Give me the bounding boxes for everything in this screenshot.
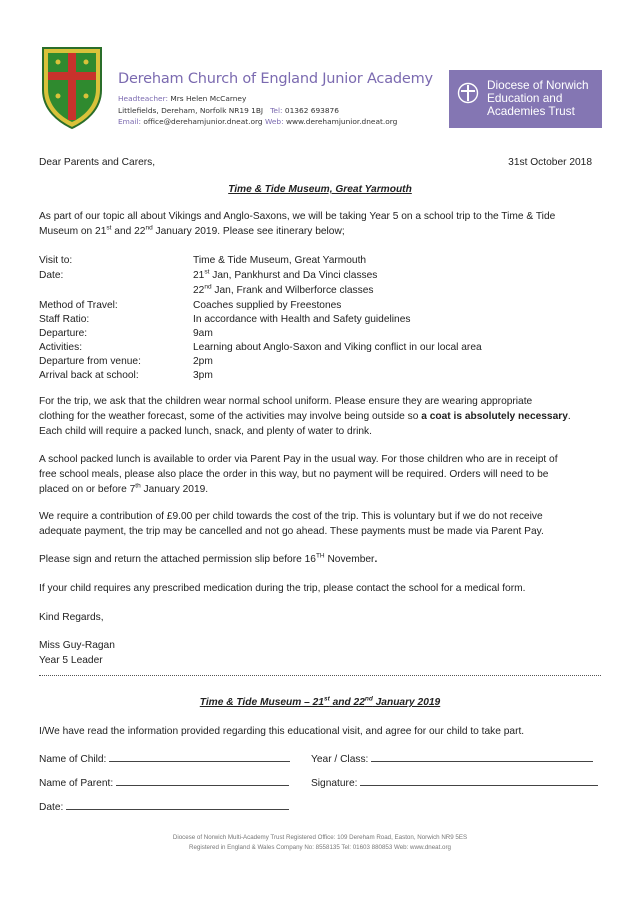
date-row	[39, 800, 289, 813]
footer-line-1: Diocese of Norwich Multi-Academy Trust Registered Office: 109 Dereham Road, Easton, Norwich NR9 5ES	[172, 834, 468, 841]
ordinal-suffix: TH	[315, 552, 325, 560]
intro-text: January 2019. Please see itinerary below;	[152, 226, 345, 237]
itinerary-value	[193, 270, 377, 281]
year-class-field[interactable]	[371, 752, 593, 762]
address-line	[118, 106, 339, 115]
slip-title-text: and 22	[329, 697, 365, 708]
paragraph-text: placed on or before 7	[39, 484, 136, 495]
payment-paragraph-line: adequate payment, the trip may be cancelled and not go ahead. These payments must be made via Parent Pay.	[39, 526, 544, 537]
intro-line-2	[39, 226, 345, 237]
school-address: Littlefields, Dereham, Norfolk NR19 1BJ	[118, 106, 264, 115]
ordinal-suffix: st	[204, 268, 210, 276]
school-tel: 01362 693876	[284, 106, 339, 115]
itinerary-label: Arrival back at school:	[39, 370, 139, 381]
diocese-line-2: Education and	[487, 91, 563, 106]
itinerary-value: 2pm	[193, 356, 213, 367]
itinerary-classes: Jan, Pankhurst and Da Vinci classes	[209, 270, 378, 281]
letter-date: 31st October 2018	[508, 157, 592, 168]
uniform-paragraph-line: Each child will require a packed lunch, snack, and plenty of water to drink.	[39, 426, 372, 437]
web-label: Web:	[265, 117, 284, 126]
letter-title: Time & Tide Museum, Great Yarmouth	[228, 184, 412, 195]
diocese-logo	[449, 70, 602, 128]
signature-label: Signature:	[311, 778, 358, 789]
paragraph-text: .	[567, 411, 571, 422]
ordinal-suffix: st	[106, 224, 112, 232]
school-name: Dereham Church of England Junior Academy	[118, 71, 433, 87]
lunch-paragraph-line	[39, 484, 208, 495]
intro-text: and 22	[111, 226, 146, 237]
tel-label: Tel:	[270, 106, 283, 115]
itinerary-label: Method of Travel:	[39, 300, 118, 311]
ordinal-suffix: nd	[145, 224, 153, 232]
itinerary-value: Time & Tide Museum, Great Yarmouth	[193, 255, 367, 266]
lunch-paragraph-line: free school meals, please also place the order in this way, but no payment will be required. Orders will need to be	[39, 469, 549, 480]
salutation: Dear Parents and Carers,	[39, 157, 156, 168]
paragraph-text: Please sign and return the attached permission slip before 16	[39, 554, 316, 565]
signature-field[interactable]	[360, 776, 598, 786]
paragraph-text: clothing for the weather forecast, some of the activities may involve being outside so	[39, 411, 422, 422]
coat-emphasis: a coat is absolutely necessary	[421, 411, 568, 422]
medication-line: If your child requires any prescribed medication during the trip, please contact the school for a medical form.	[39, 583, 526, 594]
itinerary-day: 21	[193, 270, 205, 281]
child-name-label: Name of Child:	[39, 754, 107, 765]
headteacher-label: Headteacher:	[118, 94, 168, 103]
cut-line-divider	[39, 675, 601, 676]
headteacher-line	[118, 94, 246, 103]
email-label: Email:	[118, 117, 141, 126]
diocese-name	[487, 79, 589, 119]
headteacher-name: Mrs Helen McCarney	[170, 94, 247, 103]
return-slip-line	[39, 554, 377, 565]
diocese-line-1: Diocese of Norwich	[487, 78, 589, 92]
slip-title	[0, 697, 640, 708]
itinerary-label: Departure:	[39, 328, 88, 339]
signer-name: Miss Guy-Ragan	[39, 640, 115, 651]
slip-title-text: January 2019	[372, 697, 441, 708]
parent-name-label: Name of Parent:	[39, 778, 114, 789]
school-crest-icon	[41, 46, 103, 130]
intro-line-1: As part of our topic all about Vikings and Anglo-Saxons, we will be taking Year 5 on a school trip to the Time & Tide	[39, 211, 556, 222]
signer-role: Year 5 Leader	[39, 655, 103, 666]
diocese-cross-icon	[457, 82, 479, 104]
ordinal-suffix: nd	[364, 695, 373, 703]
paragraph-text: January 2019.	[140, 484, 209, 495]
date-label: Date:	[39, 802, 64, 813]
paragraph-text: .	[374, 554, 378, 565]
itinerary-label: Activities:	[39, 342, 83, 353]
itinerary-label: Staff Ratio:	[39, 314, 90, 325]
year-class-label: Year / Class:	[311, 754, 369, 765]
ordinal-suffix: th	[135, 482, 141, 490]
itinerary-value: Coaches supplied by Freestones	[193, 300, 342, 311]
itinerary-value: In accordance with Health and Safety guidelines	[193, 314, 411, 325]
payment-paragraph-line: We require a contribution of £9.00 per child towards the cost of the trip. This is voluntary but if we do not receive	[39, 511, 543, 522]
footer-line-2: Registered in England & Wales Company No: 8558135 Tel: 01603 880853 Web: www.dneat.org	[189, 844, 451, 851]
itinerary-value: Learning about Anglo-Saxon and Viking conflict in our local area	[193, 342, 482, 353]
signature-row	[311, 776, 598, 789]
itinerary-value: 9am	[193, 328, 213, 339]
paragraph-text: November	[324, 554, 375, 565]
consent-statement: I/We have read the information provided regarding this educational visit, and agree for our child to take part.	[39, 726, 525, 737]
parent-name-field[interactable]	[116, 776, 289, 786]
slip-title-text: Time & Tide Museum – 21	[199, 697, 324, 708]
ordinal-suffix: st	[323, 695, 330, 703]
date-field[interactable]	[66, 800, 289, 810]
contact-line	[118, 117, 397, 126]
school-web[interactable]: www.derehamjunior.dneat.org	[285, 117, 398, 126]
itinerary-value: 3pm	[193, 370, 213, 381]
itinerary-label: Visit to:	[39, 255, 73, 266]
itinerary-label: Departure from venue:	[39, 356, 141, 367]
child-name-row	[39, 752, 290, 765]
itinerary-day: 22	[193, 285, 205, 296]
closing: Kind Regards,	[39, 612, 104, 623]
diocese-line-3: Academies Trust	[487, 104, 575, 119]
uniform-paragraph-line: For the trip, we ask that the children wear normal school uniform. Please ensure they are wearing appropriate	[39, 396, 533, 407]
parent-name-row	[39, 776, 289, 789]
child-name-field[interactable]	[109, 752, 290, 762]
itinerary-classes: Jan, Frank and Wilberforce classes	[211, 285, 374, 296]
year-class-row	[311, 752, 593, 765]
uniform-paragraph-line	[39, 411, 571, 422]
intro-text: Museum on 21	[39, 226, 107, 237]
lunch-paragraph-line: A school packed lunch is available to order via Parent Pay in the usual way. For those children who are in receipt of	[39, 454, 558, 465]
itinerary-value	[193, 285, 374, 296]
itinerary-label: Date:	[39, 270, 64, 281]
ordinal-suffix: nd	[204, 283, 212, 291]
school-email[interactable]: office@derehamjunior.dneat.org	[143, 117, 263, 126]
